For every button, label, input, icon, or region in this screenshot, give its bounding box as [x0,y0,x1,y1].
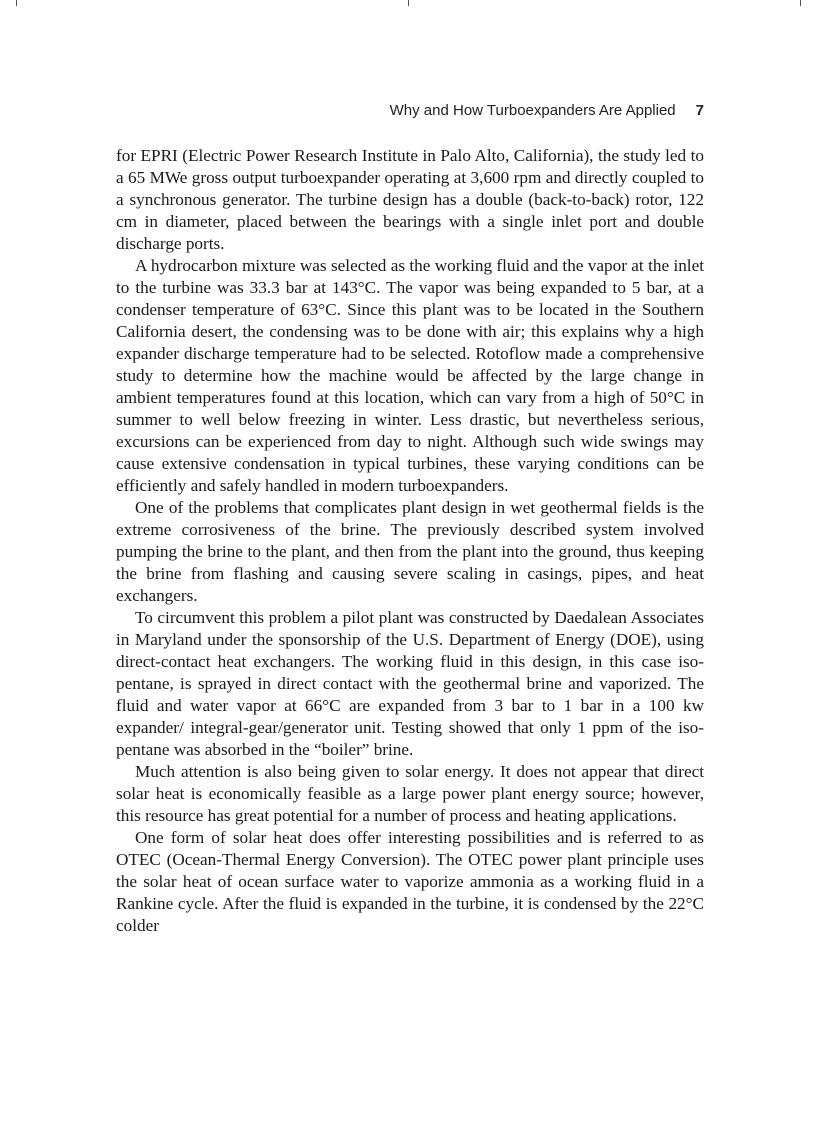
paragraph-otec: One form of solar heat does offer interesting possibilities and is referred to as OTEC (Ocean-Thermal Energy Conversion). The OTEC power plant principle uses the solar heat of ocean surface water to vaporize ammonia as a working fluid in a Rankine cycle. After the fluid is expanded in the turbine, it is condensed by the 22°C colder [116,828,704,935]
crop-mark-center [408,0,409,6]
page-number: 7 [695,102,704,119]
body-text [116,145,704,937]
running-title: Why and How Turboexpanders Are Applied [389,102,676,119]
running-header [116,102,704,122]
paragraph-pilot-plant: To circumvent this problem a pilot plant was constructed by Daedalean Associates in Maryland under the sponsorship of the U.S. Department of Energy (DOE), using direct-contact heat exchangers. The working fluid in this design, in this case iso-pentane, is sprayed in direct contact with the geothermal brine and vaporized. The fluid and water vapor at 66°C are expanded from 3 bar to 1 bar in a 100 kw expander/ integral-gear/generator unit. Testing showed that only 1 ppm of the iso-pentane was absorbed in the “boiler” brine. [116,608,704,759]
crop-mark-right [800,0,801,6]
paragraph-solar-energy: Much attention is also being given to solar energy. It does not appear that direct solar heat is economically feasible as a large power plant energy source; however, this resource has great potential for a number of process and heating applications. [116,762,704,825]
paragraph-brine-corrosiveness: One of the problems that complicates plant design in wet geothermal fields is the extreme corrosiveness of the brine. The previously described system involved pumping the brine to the plant, and then from the plant into the ground, thus keeping the brine from flashing and causing severe scaling in casings, pipes, and heat exchangers. [116,498,704,605]
paragraph-hydrocarbon-mixture: A hydrocarbon mixture was selected as the working fluid and the vapor at the inlet to the turbine was 33.3 bar at 143°C. The vapor was being expanded to 5 bar, at a condenser temperature of 63°C. Since this plant was to be located in the Southern California desert, the condensing was to be done with air; this explains why a high expander discharge temperature had to be selected. Rotoflow made a comprehensive study to determine how the machine would be affected by the large change in ambient temperatures found at this location, which can vary from a high of 50°C in summer to well below freezing in winter. Less drastic, but nevertheless serious, excursions can be experienced from day to night. Although such wide swings may cause extensive condensation in typical turbines, these varying conditions can be efficiently and safely handled in modern turboexpanders. [116,256,704,495]
crop-mark-left [16,0,17,6]
paragraph-continued: for EPRI (Electric Power Research Institute in Palo Alto, California), the study led to a 65 MWe gross output turboexpander operating at 3,600 rpm and directly coupled to a synchronous generator. The turbine design has a double (back-to-back) rotor, 122 cm in diameter, placed between the bearings with a single inlet port and double discharge ports. [116,146,704,253]
